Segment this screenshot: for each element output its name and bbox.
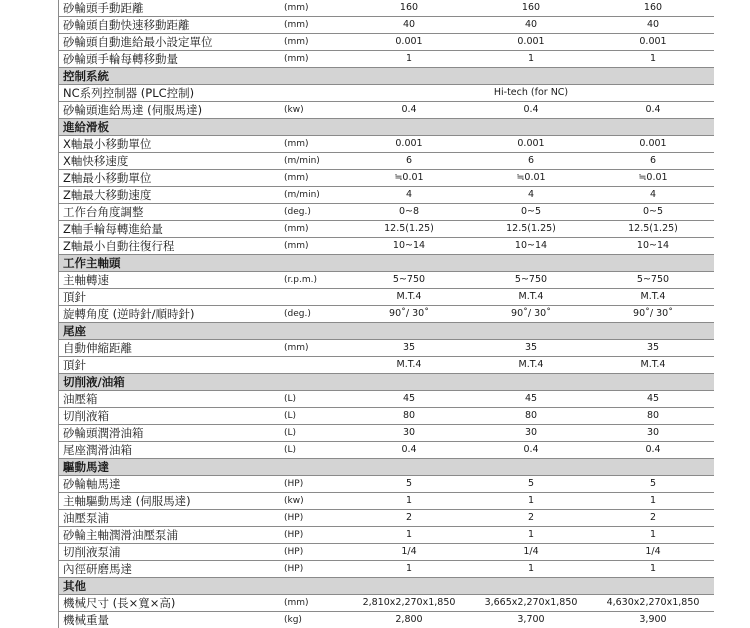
spec-label: 砂輪頭自動快速移動距離 bbox=[59, 17, 277, 34]
spec-unit bbox=[276, 289, 348, 306]
spec-value-model-3: 1 bbox=[592, 493, 714, 510]
spec-unit: (m/min) bbox=[276, 153, 348, 170]
spec-unit bbox=[276, 357, 348, 374]
spec-row bbox=[59, 425, 715, 442]
spec-label: 砂輪軸馬達 bbox=[59, 476, 277, 493]
spec-label: 砂輪頭手動距離 bbox=[59, 0, 277, 17]
spec-value-model-1: 1 bbox=[348, 51, 470, 68]
spec-value-model-1: 4 bbox=[348, 187, 470, 204]
spec-row bbox=[59, 136, 715, 153]
spec-label: 砂輪頭潤滑油箱 bbox=[59, 425, 277, 442]
spec-label: 砂輪頭進給馬達 (伺服馬達) bbox=[59, 102, 277, 119]
spec-value-model-2: 0.4 bbox=[470, 442, 592, 459]
spec-unit: (r.p.m.) bbox=[276, 272, 348, 289]
spec-unit: (L) bbox=[276, 425, 348, 442]
spec-value-model-2: 90˚/ 30˚ bbox=[470, 306, 592, 323]
spec-value-model-1: 0.4 bbox=[348, 442, 470, 459]
spec-row bbox=[59, 510, 715, 527]
spec-value-model-1: 2,810x2,270x1,850 bbox=[348, 595, 470, 612]
spec-unit: (mm) bbox=[276, 340, 348, 357]
spec-value-model-3: 90˚/ 30˚ bbox=[592, 306, 714, 323]
spec-row bbox=[59, 272, 715, 289]
spec-value-model-1: 0~8 bbox=[348, 204, 470, 221]
spec-value-model-3: M.T.4 bbox=[592, 289, 714, 306]
section-header bbox=[59, 374, 715, 391]
spec-value-model-2: 3,700 bbox=[470, 612, 592, 628]
spec-value-model-1: 1 bbox=[348, 493, 470, 510]
spec-unit: (kw) bbox=[276, 493, 348, 510]
spec-row bbox=[59, 221, 715, 238]
spec-value-model-2: 5~750 bbox=[470, 272, 592, 289]
section-title: 工作主軸頭 bbox=[59, 255, 715, 272]
spec-value-model-1: 1/4 bbox=[348, 544, 470, 561]
spec-unit: (HP) bbox=[276, 561, 348, 578]
spec-value-model-2: 12.5(1.25) bbox=[470, 221, 592, 238]
spec-value-model-2: 80 bbox=[470, 408, 592, 425]
spec-unit: (mm) bbox=[276, 34, 348, 51]
spec-value-model-3: 160 bbox=[643, 2, 663, 13]
spec-row bbox=[59, 170, 715, 187]
spec-value-model-3: 0.001 bbox=[592, 34, 714, 51]
spec-value-model-2: 1 bbox=[470, 527, 592, 544]
spec-value-model-1: 0.001 bbox=[348, 136, 470, 153]
spec-unit: (mm) bbox=[276, 51, 348, 68]
spec-value-model-3: 5~750 bbox=[592, 272, 714, 289]
section-header bbox=[59, 459, 715, 476]
spec-value-model-3: 80 bbox=[592, 408, 714, 425]
section-title: 進給滑板 bbox=[59, 119, 715, 136]
spec-value-model-2: 0.001 bbox=[470, 34, 592, 51]
spec-value-model-2: 3,665x2,270x1,850 bbox=[470, 595, 592, 612]
spec-label: X軸最小移動單位 bbox=[59, 136, 277, 153]
spec-value-model-3: 2 bbox=[592, 510, 714, 527]
spec-row bbox=[59, 612, 715, 628]
spec-row bbox=[59, 408, 715, 425]
spec-unit: (HP) bbox=[276, 476, 348, 493]
spec-value-model-1: 30 bbox=[348, 425, 470, 442]
spec-unit: (HP) bbox=[276, 527, 348, 544]
spec-row bbox=[59, 340, 715, 357]
spec-value-model-1: M.T.4 bbox=[348, 357, 470, 374]
spec-row bbox=[59, 391, 715, 408]
spec-label: 尾座潤滑油箱 bbox=[59, 442, 277, 459]
spec-unit: (L) bbox=[276, 408, 348, 425]
spec-value-model-3: 1 bbox=[592, 51, 714, 68]
spec-row bbox=[59, 595, 715, 612]
spec-value-model-3: 3,900 bbox=[592, 612, 714, 628]
spec-value-model-1: 45 bbox=[348, 391, 470, 408]
spec-value-model-1: 90˚/ 30˚ bbox=[348, 306, 470, 323]
spec-row bbox=[59, 17, 715, 34]
spec-table bbox=[58, 0, 714, 628]
spec-value-model-2: 1 bbox=[470, 51, 592, 68]
spec-value-model-2: 2 bbox=[470, 510, 592, 527]
spec-label: 砂輪主軸潤滑油壓泵浦 bbox=[59, 527, 277, 544]
spec-label: 砂輪頭自動進給最小設定單位 bbox=[59, 34, 277, 51]
spec-label: 切削液箱 bbox=[59, 408, 277, 425]
spec-label: Z軸最小自動往復行程 bbox=[59, 238, 277, 255]
section-title: 控制系統 bbox=[59, 68, 715, 85]
spec-value-model-2: 4 bbox=[470, 187, 592, 204]
spec-value-model-1: 160 bbox=[399, 2, 419, 13]
spec-value-model-2: 40 bbox=[470, 17, 592, 34]
spec-value-model-3: 4,630x2,270x1,850 bbox=[592, 595, 714, 612]
spec-value-model-3: 0.4 bbox=[592, 442, 714, 459]
spec-value-model-2: 6 bbox=[470, 153, 592, 170]
spec-label: 機械尺寸 (長×寬×高) bbox=[59, 595, 277, 612]
spec-value-model-1: 80 bbox=[348, 408, 470, 425]
spec-label: 切削液泵浦 bbox=[59, 544, 277, 561]
spec-unit: (L) bbox=[276, 442, 348, 459]
spec-value-model-1: 2,800 bbox=[348, 612, 470, 628]
spec-value-model-3: 12.5(1.25) bbox=[592, 221, 714, 238]
spec-value-model-2: 1 bbox=[470, 561, 592, 578]
spec-unit: (mm) bbox=[276, 595, 348, 612]
spec-label: 頂針 bbox=[59, 357, 277, 374]
spec-label: 頂針 bbox=[59, 289, 277, 306]
spec-value-model-1: 0.4 bbox=[348, 102, 470, 119]
spec-label: 油壓箱 bbox=[59, 391, 277, 408]
section-header bbox=[59, 255, 715, 272]
spec-label: 旋轉角度 (逆時針/順時針) bbox=[59, 306, 277, 323]
spec-value-model-1: 6 bbox=[348, 153, 470, 170]
spec-value-model-3: 10~14 bbox=[592, 238, 714, 255]
spec-label: X軸快移速度 bbox=[59, 153, 277, 170]
spec-row bbox=[59, 442, 715, 459]
spec-row bbox=[59, 187, 715, 204]
spec-value-model-2: ≒0.01 bbox=[470, 170, 592, 187]
spec-value-model-1: 12.5(1.25) bbox=[348, 221, 470, 238]
spec-row bbox=[59, 544, 715, 561]
spec-row bbox=[59, 289, 715, 306]
spec-value-model-3: 1 bbox=[592, 561, 714, 578]
spec-label: Z軸最大移動速度 bbox=[59, 187, 277, 204]
spec-value-model-1: 35 bbox=[348, 340, 470, 357]
spec-value-model-2: 35 bbox=[470, 340, 592, 357]
spec-row bbox=[59, 204, 715, 221]
spec-value-model-3: 4 bbox=[592, 187, 714, 204]
spec-value-model-2: 0.4 bbox=[470, 102, 592, 119]
spec-value-model-2: M.T.4 bbox=[470, 357, 592, 374]
spec-unit: (mm) bbox=[276, 221, 348, 238]
spec-unit: (mm) bbox=[276, 238, 348, 255]
spec-value-model-2: 160 bbox=[521, 2, 541, 13]
spec-value-model-3: 1 bbox=[592, 527, 714, 544]
spec-label: 內徑研磨馬達 bbox=[59, 561, 277, 578]
spec-value-model-1: 10~14 bbox=[348, 238, 470, 255]
spec-unit: (kw) bbox=[276, 102, 348, 119]
spec-row bbox=[59, 357, 715, 374]
spec-value-model-1: 40 bbox=[348, 17, 470, 34]
spec-unit: (deg.) bbox=[276, 306, 348, 323]
spec-label: 砂輪頭手輪每轉移動量 bbox=[59, 51, 277, 68]
section-header bbox=[59, 578, 715, 595]
spec-label: 主軸轉速 bbox=[59, 272, 277, 289]
spec-value: Hi-tech (for NC) bbox=[348, 85, 714, 102]
spec-value-model-2: M.T.4 bbox=[470, 289, 592, 306]
spec-unit: (mm) bbox=[276, 17, 348, 34]
spec-value-model-3: 0.001 bbox=[592, 136, 714, 153]
spec-value-model-3: 45 bbox=[592, 391, 714, 408]
spec-unit: (deg.) bbox=[276, 204, 348, 221]
spec-value-model-2: 10~14 bbox=[470, 238, 592, 255]
spec-value-model-1: M.T.4 bbox=[348, 289, 470, 306]
spec-value-model-2: 0~5 bbox=[470, 204, 592, 221]
spec-row bbox=[59, 527, 715, 544]
spec-label: 主軸驅動馬達 (伺服馬達) bbox=[59, 493, 277, 510]
spec-value-model-1: 5~750 bbox=[348, 272, 470, 289]
spec-table-body bbox=[59, 0, 715, 628]
spec-row bbox=[59, 561, 715, 578]
spec-row bbox=[59, 153, 715, 170]
spec-unit: (mm) bbox=[276, 170, 348, 187]
spec-value-model-2: 1 bbox=[470, 493, 592, 510]
spec-row bbox=[59, 306, 715, 323]
spec-row bbox=[59, 34, 715, 51]
spec-label: Z軸最小移動單位 bbox=[59, 170, 277, 187]
spec-row bbox=[59, 238, 715, 255]
spec-value-model-2: 0.001 bbox=[470, 136, 592, 153]
section-header bbox=[59, 323, 715, 340]
section-title: 其他 bbox=[59, 578, 715, 595]
spec-row bbox=[59, 102, 715, 119]
spec-label: 自動伸縮距離 bbox=[59, 340, 277, 357]
spec-unit: (L) bbox=[276, 391, 348, 408]
spec-label: 機械重量 bbox=[59, 612, 277, 628]
spec-value-model-3: 35 bbox=[592, 340, 714, 357]
spec-value-model-3: 0.4 bbox=[592, 102, 714, 119]
spec-label: 工作台角度調整 bbox=[59, 204, 277, 221]
spec-label: 油壓泵浦 bbox=[59, 510, 277, 527]
spec-row bbox=[59, 0, 715, 17]
section-header bbox=[59, 119, 715, 136]
spec-value-model-2: 1/4 bbox=[470, 544, 592, 561]
spec-value-model-1: 0.001 bbox=[348, 34, 470, 51]
spec-unit: (m/min) bbox=[276, 187, 348, 204]
spec-value-model-1: 2 bbox=[348, 510, 470, 527]
spec-value-model-3: ≒0.01 bbox=[592, 170, 714, 187]
spec-value-model-3: 5 bbox=[592, 476, 714, 493]
spec-value-model-3: 0~5 bbox=[592, 204, 714, 221]
spec-unit: (kg) bbox=[276, 612, 348, 628]
spec-value-model-3: 1/4 bbox=[592, 544, 714, 561]
spec-value-model-2: 30 bbox=[470, 425, 592, 442]
spec-row bbox=[59, 85, 715, 102]
spec-unit: (HP) bbox=[276, 510, 348, 527]
spec-value-model-2: 45 bbox=[470, 391, 592, 408]
spec-value-model-2: 5 bbox=[470, 476, 592, 493]
spec-row bbox=[59, 493, 715, 510]
spec-unit: (mm) bbox=[284, 3, 309, 13]
section-title: 切削液/油箱 bbox=[59, 374, 715, 391]
spec-row bbox=[59, 51, 715, 68]
spec-value-model-1: 5 bbox=[348, 476, 470, 493]
spec-label: NC系列控制器 (PLC控制) bbox=[59, 85, 277, 102]
spec-label: Z軸手輪每轉進給量 bbox=[59, 221, 277, 238]
spec-value-model-3: 40 bbox=[592, 17, 714, 34]
spec-value-model-1: ≒0.01 bbox=[348, 170, 470, 187]
spec-value-model-1: 1 bbox=[348, 527, 470, 544]
spec-value-model-3: 6 bbox=[592, 153, 714, 170]
section-title: 驅動馬達 bbox=[59, 459, 715, 476]
spec-unit: (HP) bbox=[276, 544, 348, 561]
section-title: 尾座 bbox=[59, 323, 715, 340]
spec-value-model-3: M.T.4 bbox=[592, 357, 714, 374]
spec-value-model-1: 1 bbox=[348, 561, 470, 578]
spec-value-model-3: 30 bbox=[592, 425, 714, 442]
spec-unit: (mm) bbox=[276, 136, 348, 153]
spec-row bbox=[59, 476, 715, 493]
section-header bbox=[59, 68, 715, 85]
spec-unit bbox=[276, 85, 348, 102]
